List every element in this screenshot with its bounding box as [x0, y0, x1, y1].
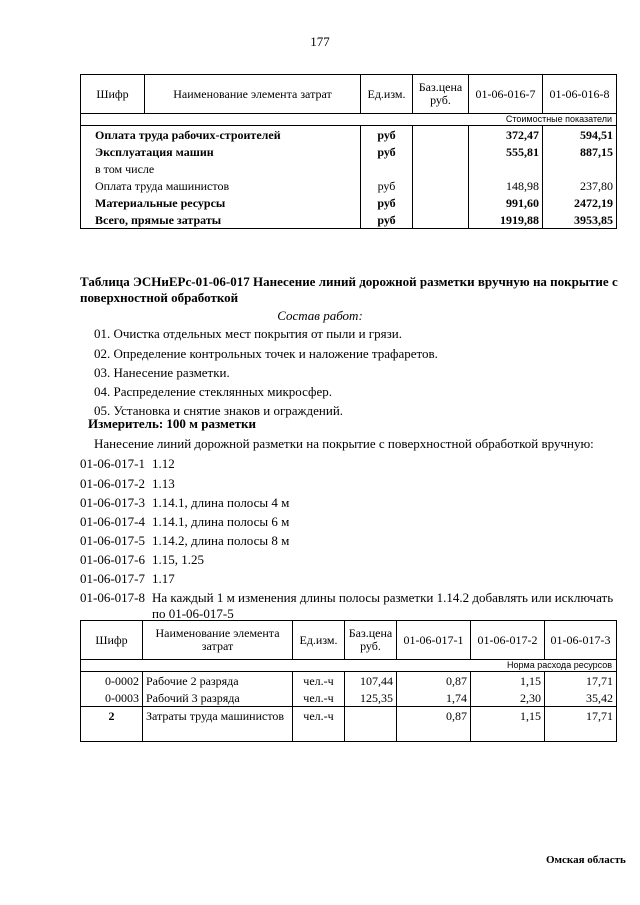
page-number: 177	[310, 34, 330, 49]
section-title: Таблица ЭСНиЕРс-01-06-017 Нанесение линий дорожной разметки вручную на покрытие с поверхностной обработкой	[80, 274, 618, 305]
table-header-row	[81, 621, 617, 660]
row-price	[413, 194, 469, 211]
work-item: 03. Нанесение разметки.	[94, 365, 230, 380]
row-value: 372,47	[469, 126, 543, 144]
code-id: 01-06-017-8	[80, 590, 145, 605]
row-value: 1,74	[397, 689, 471, 707]
resource-norm-table	[80, 620, 617, 742]
row-unit: чел.-ч	[293, 672, 345, 690]
code-item	[80, 571, 175, 587]
row-name: Рабочие 2 разряда	[143, 672, 293, 690]
row-name: Рабочий 3 разряда	[143, 689, 293, 707]
code-id: 01-06-017-4	[80, 514, 145, 529]
header-cell: 01-06-016-7	[469, 75, 543, 114]
header-cell: Баз.цена руб.	[413, 75, 469, 114]
header-cell: Шифр	[81, 621, 143, 660]
code-item	[80, 495, 289, 511]
header-cell: Баз.цена руб.	[345, 621, 397, 660]
row-value: 594,51	[543, 126, 617, 144]
code-id: 01-06-017-5	[80, 533, 145, 548]
table-row	[81, 689, 617, 707]
code-id: 01-06-017-6	[80, 552, 145, 567]
table-row	[81, 707, 617, 742]
row-value: 17,71	[545, 672, 617, 690]
table-row	[81, 672, 617, 690]
table-row	[81, 126, 617, 144]
row-price	[413, 143, 469, 160]
code-text: 1.15, 1.25	[152, 552, 204, 567]
header-cell: 01-06-017-1	[397, 621, 471, 660]
row-value: 2472,19	[543, 194, 617, 211]
work-composition-label: Состав работ:	[277, 308, 363, 323]
row-value: 1,15	[471, 707, 545, 742]
row-value: 148,98	[469, 177, 543, 194]
work-item: 02. Определение контрольных точек и наложение трафаретов.	[94, 346, 438, 361]
code-item	[80, 590, 613, 606]
subheader-cell: Норма расхода ресурсов	[81, 660, 617, 672]
row-unit: руб	[361, 211, 413, 229]
row-price	[413, 211, 469, 229]
row-value: 555,81	[469, 143, 543, 160]
code-text: На каждый 1 м изменения длины полосы разметки 1.14.2 добавлять или исключать	[152, 590, 614, 605]
row-unit: руб	[361, 143, 413, 160]
row-value: 1,15	[471, 672, 545, 690]
code-id: 01-06-017-7	[80, 571, 145, 586]
row-value: 35,42	[545, 689, 617, 707]
code-id: 01-06-017-2	[80, 476, 145, 491]
row-name: в том числе	[81, 160, 361, 177]
row-value: 1919,88	[469, 211, 543, 229]
work-item: 04. Распределение стеклянных микросфер.	[94, 384, 332, 399]
row-price	[345, 707, 397, 742]
row-unit: руб	[361, 194, 413, 211]
header-cell: Наименование элемента затрат	[145, 75, 361, 114]
header-cell: 01-06-016-8	[543, 75, 617, 114]
subheader-cell: Стоимостные показатели	[81, 114, 617, 126]
row-price: 107,44	[345, 672, 397, 690]
table-row	[81, 211, 617, 229]
code-text-continued: по 01-06-017-5	[152, 606, 234, 621]
row-value: 0,87	[397, 707, 471, 742]
code-item	[80, 476, 175, 492]
row-value: 237,80	[543, 177, 617, 194]
row-name: Оплата труда рабочих-строителей	[81, 126, 361, 144]
measurement-unit: Измеритель: 100 м разметки	[88, 416, 257, 431]
code-text: 1.14.2, длина полосы 8 м	[152, 533, 290, 548]
row-unit	[361, 160, 413, 177]
code-text: 1.14.1, длина полосы 6 м	[152, 514, 290, 529]
row-name: Эксплуатация машин	[81, 143, 361, 160]
work-item: 05. Установка и снятие знаков и ограждений.	[94, 403, 344, 418]
row-value: 0,87	[397, 672, 471, 690]
row-code: 2	[81, 707, 143, 742]
header-cell: Ед.изм.	[361, 75, 413, 114]
code-item	[80, 514, 289, 530]
table-subheader-row	[81, 114, 617, 126]
row-price: 125,35	[345, 689, 397, 707]
row-unit: чел.-ч	[293, 707, 345, 742]
row-price	[413, 160, 469, 177]
footer-region: Омская область	[546, 854, 626, 866]
row-name: Всего, прямые затраты	[81, 211, 361, 229]
table-row	[81, 143, 617, 160]
row-unit: чел.-ч	[293, 689, 345, 707]
code-id: 01-06-017-1	[80, 456, 145, 471]
row-name: Затраты труда машинистов	[143, 707, 293, 742]
table-header-row	[81, 75, 617, 114]
codes-intro: Нанесение линий дорожной разметки на покрытие с поверхностной обработкой вручную:	[94, 436, 594, 451]
header-cell: 01-06-017-2	[471, 621, 545, 660]
row-name: Оплата труда машинистов	[81, 177, 361, 194]
row-value: 2,30	[471, 689, 545, 707]
header-cell: 01-06-017-3	[545, 621, 617, 660]
row-price	[413, 126, 469, 144]
row-code: 0-0003	[81, 689, 143, 707]
row-price	[413, 177, 469, 194]
row-value: 17,71	[545, 707, 617, 742]
code-text: 1.14.1, длина полосы 4 м	[152, 495, 290, 510]
table-subheader-row	[81, 660, 617, 672]
code-text: 1.17	[152, 571, 175, 586]
code-item	[80, 552, 204, 568]
code-item	[80, 533, 289, 549]
row-value	[543, 160, 617, 177]
row-value: 3953,85	[543, 211, 617, 229]
row-code: 0-0002	[81, 672, 143, 690]
work-item: 01. Очистка отдельных мест покрытия от пыли и грязи.	[94, 326, 402, 341]
header-cell: Ед.изм.	[293, 621, 345, 660]
code-item	[80, 456, 175, 472]
table-row	[81, 194, 617, 211]
cost-table	[80, 74, 617, 229]
code-text: 1.13	[152, 476, 175, 491]
header-cell: Шифр	[81, 75, 145, 114]
table-row	[81, 177, 617, 194]
table-row	[81, 160, 617, 177]
row-value: 991,60	[469, 194, 543, 211]
row-unit: руб	[361, 177, 413, 194]
row-name: Материальные ресурсы	[81, 194, 361, 211]
code-id: 01-06-017-3	[80, 495, 145, 510]
row-value: 887,15	[543, 143, 617, 160]
row-value	[469, 160, 543, 177]
row-unit: руб	[361, 126, 413, 144]
header-cell: Наименование элемента затрат	[143, 621, 293, 660]
code-text: 1.12	[152, 456, 175, 471]
